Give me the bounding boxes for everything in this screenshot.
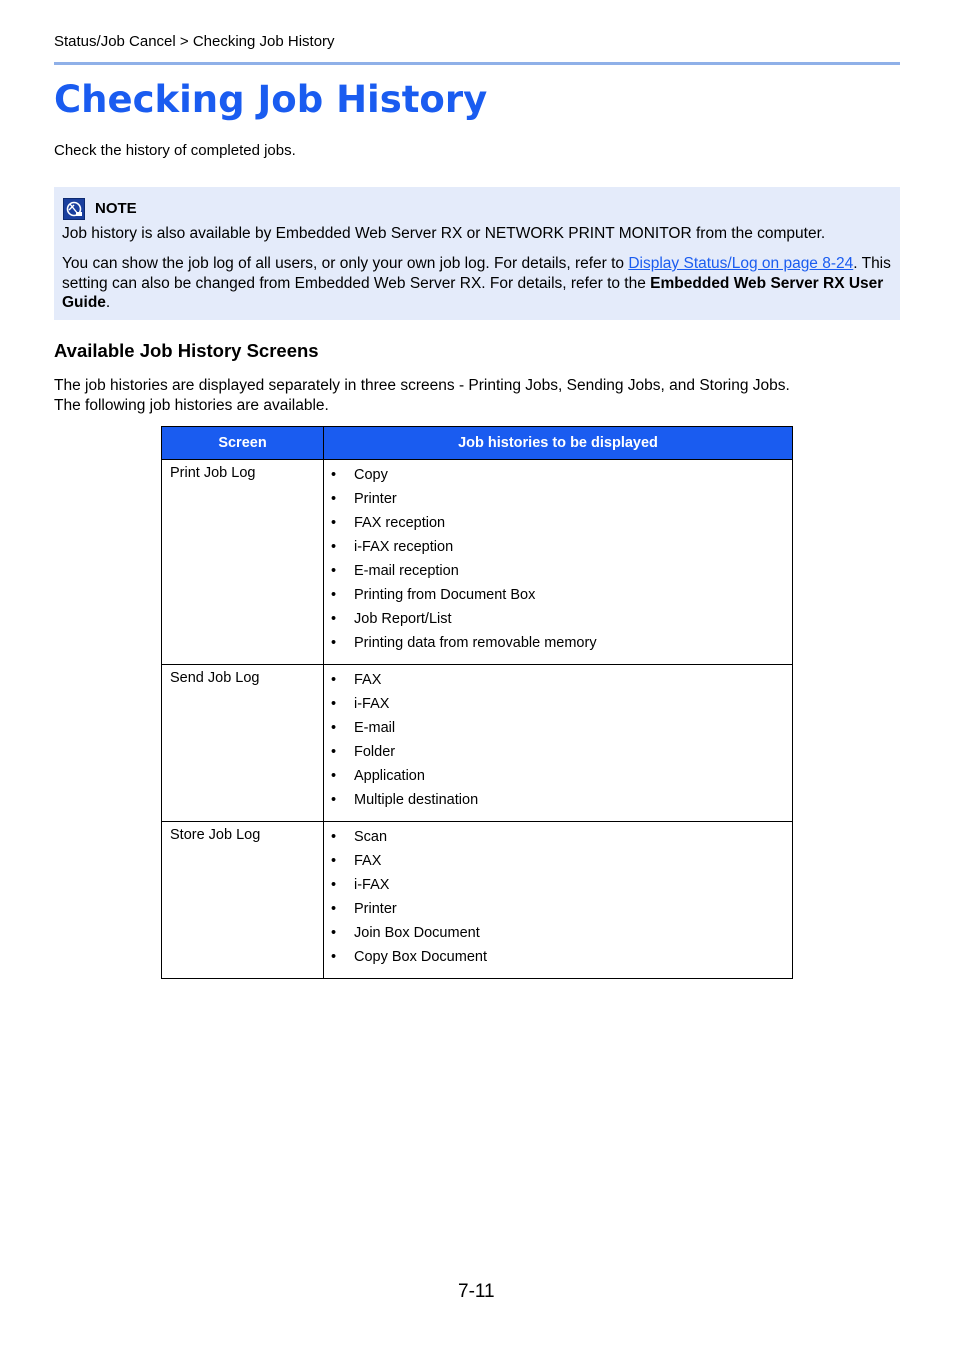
note-p2-text-b: . This setting can also be changed from Embedded Web Server RX. For details, refer to the (62, 255, 891, 292)
list-item: • Copy Box Document (324, 945, 792, 969)
histories-cell (324, 665, 793, 822)
table-header-row (162, 427, 793, 460)
body-line-2: The following job histories are available. (54, 396, 329, 414)
note-p2-text-a: You can show the job log of all users, or only your own job log. For details, refer to (62, 255, 629, 272)
histories-cell (324, 822, 793, 979)
header-rule (54, 62, 900, 65)
section-title: Available Job History Screens (54, 340, 319, 361)
history-list (324, 822, 792, 978)
history-list (324, 665, 792, 821)
list-item: • i-FAX reception (324, 535, 792, 559)
note-paragraph-2 (62, 254, 892, 313)
list-item: • i-FAX (324, 873, 792, 897)
list-item: • Printer (324, 897, 792, 921)
note-paragraph-1: Job history is also available by Embedded Web Server RX or NETWORK PRINT MONITOR from the computer. (62, 225, 826, 242)
screen-cell: Store Job Log (162, 822, 324, 979)
job-history-table (161, 426, 793, 979)
list-item: • Scan (324, 825, 792, 849)
screen-cell: Print Job Log (162, 460, 324, 665)
list-item: • i-FAX (324, 692, 792, 716)
table-row (162, 822, 793, 979)
list-item: • Printing data from removable memory (324, 631, 792, 655)
intro-text: Check the history of completed jobs. (54, 142, 296, 159)
list-item: • E-mail (324, 716, 792, 740)
table-row (162, 460, 793, 665)
histories-cell (324, 460, 793, 665)
note-box (54, 187, 900, 320)
list-item: • Job Report/List (324, 607, 792, 631)
note-label: NOTE (95, 200, 137, 217)
page-title: Checking Job History (54, 78, 488, 121)
list-item: • Copy (324, 463, 792, 487)
note-p2-guide-name: Embedded Web Server RX User Guide (62, 274, 884, 311)
list-item: • Folder (324, 740, 792, 764)
page-number: 7-11 (458, 1281, 495, 1302)
list-item: • FAX (324, 849, 792, 873)
section-body (54, 376, 790, 415)
table-row (162, 665, 793, 822)
list-item: • FAX reception (324, 511, 792, 535)
history-list (324, 460, 792, 664)
body-line-1: The job histories are displayed separately in three screens - Printing Jobs, Sending Jobs, and Storing Jobs. (54, 377, 790, 394)
header-screen: Screen (162, 427, 324, 460)
note-icon (63, 198, 85, 220)
list-item: • Multiple destination (324, 788, 792, 812)
note-p2-text-c: . (105, 294, 111, 311)
list-item: • Join Box Document (324, 921, 792, 945)
list-item: • E-mail reception (324, 559, 792, 583)
display-status-log-link[interactable]: Display Status/Log on page 8-24 (628, 255, 854, 272)
screen-cell: Send Job Log (162, 665, 324, 822)
breadcrumb: Status/Job Cancel > Checking Job History (54, 33, 335, 50)
list-item: • FAX (324, 668, 792, 692)
header-histories: Job histories to be displayed (324, 427, 793, 460)
list-item: • Printer (324, 487, 792, 511)
list-item: • Printing from Document Box (324, 583, 792, 607)
list-item: • Application (324, 764, 792, 788)
